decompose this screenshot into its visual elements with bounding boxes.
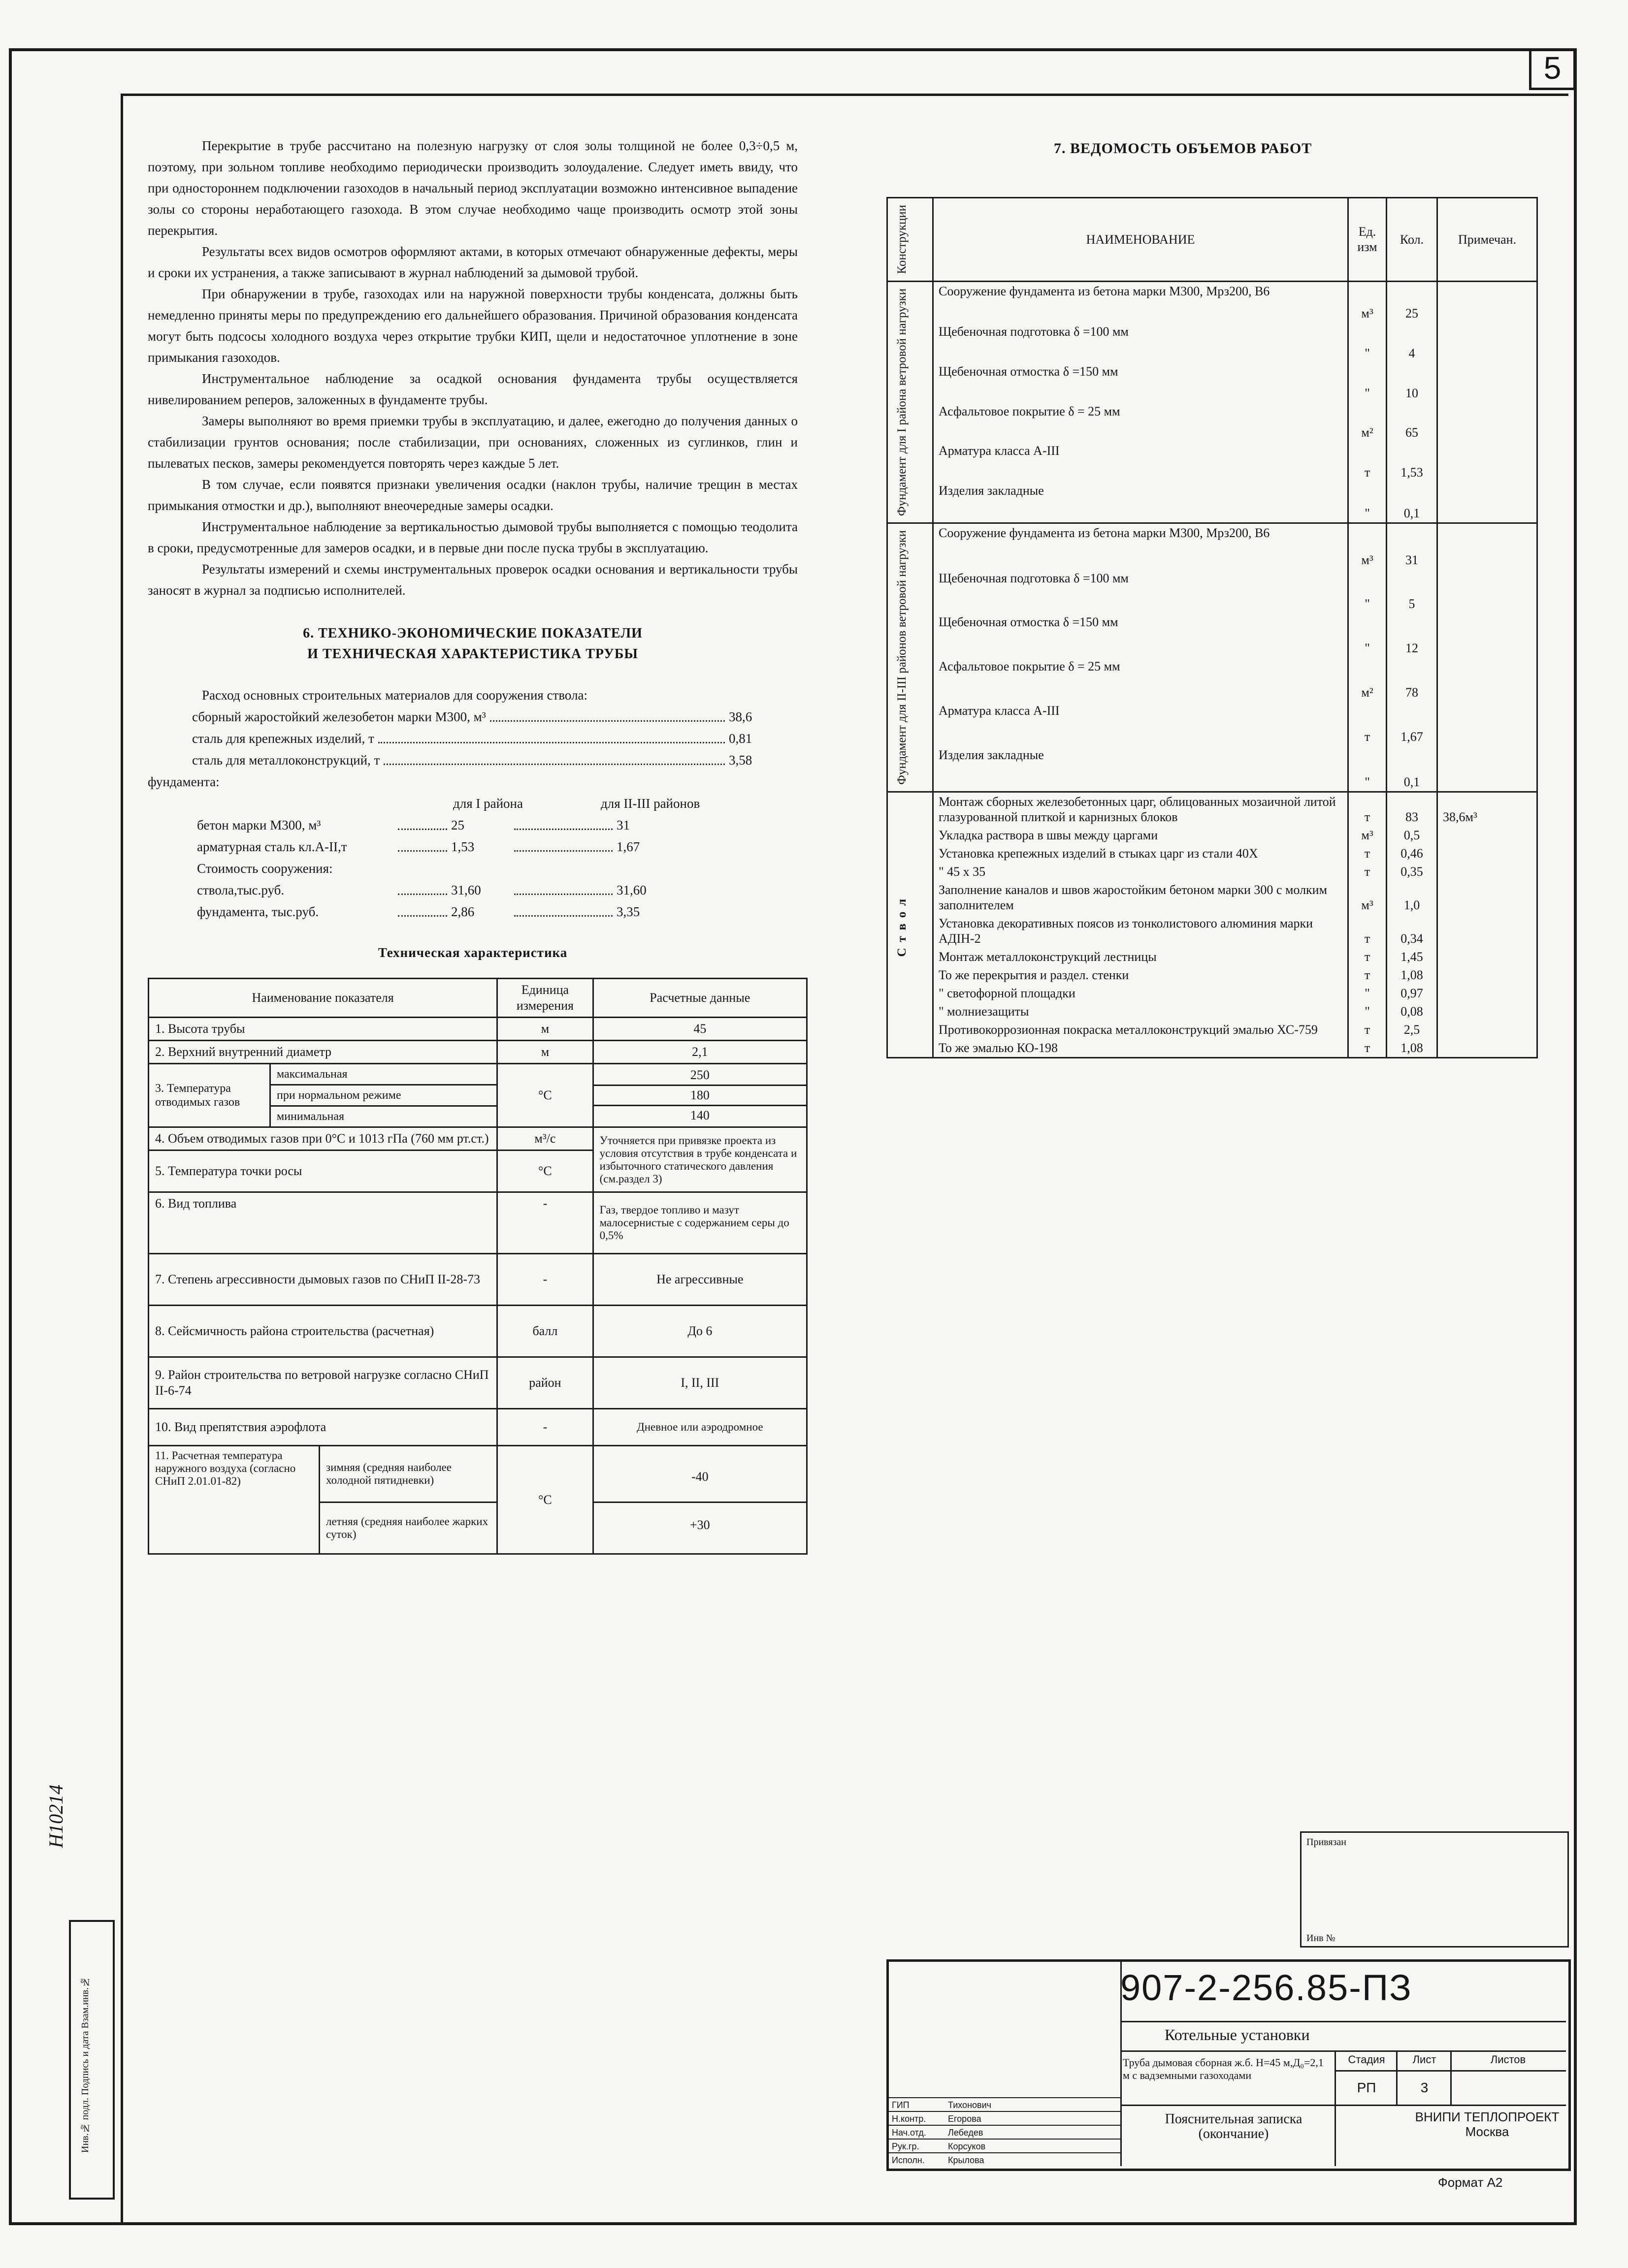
item-unit: ": [1348, 362, 1387, 402]
item-name: Сооружение фундамента из бетона марки М300, Мрз200, В6: [933, 281, 1348, 322]
row-name: 8. Сейсмичность района строительства (расчетная): [149, 1306, 497, 1357]
row-name: [149, 1064, 497, 1127]
item-unit: ": [1348, 746, 1387, 792]
item-qty: 78: [1387, 657, 1437, 702]
header-unit: Единица измерения: [497, 979, 593, 1018]
item-unit: м³: [1348, 826, 1387, 844]
paragraph: Замеры выполняют во время приемки трубы в эксплуатацию, и далее, ежегодно до получения данных о стабилизации грунтов основания; после стабилизации, при основаниях, сложенных из суглинков, глин и пылеватых песков, замеры рекомендуется повторять через каждые 5 лет.: [148, 414, 798, 471]
item-name: Монтаж сборных железобетонных царг, облицованных мозаичной литой глазурованной плиткой и карнизных блоков: [933, 792, 1348, 826]
item-qty: 4: [1387, 322, 1437, 362]
item-unit: т: [1348, 914, 1387, 948]
signature-role: Нач.отд.: [892, 2128, 926, 2138]
temp-label: 3. Температура отводимых газов: [149, 1064, 270, 1126]
temp-value: 180: [594, 1086, 806, 1106]
tb-hline: [1120, 2105, 1566, 2106]
table-row: [149, 1041, 807, 1064]
item-name: " 45 х 35: [933, 862, 1348, 881]
row-name: 5. Температура точки росы: [149, 1150, 497, 1192]
table-row: [887, 362, 1537, 402]
document-name: Пояснительная записка (окончание): [1165, 2111, 1302, 2141]
header-name: НАИМЕНОВАНИЕ: [933, 198, 1348, 282]
item-name: Щебеночная отмостка δ =150 мм: [933, 362, 1348, 402]
item-note: [1437, 442, 1537, 481]
row-value: 45: [593, 1018, 807, 1041]
header-construction-text: Конструкции: [895, 205, 909, 274]
temp-sub: минимальная: [277, 1110, 345, 1123]
table-row: [887, 914, 1537, 948]
row-value: Газ, твердое топливо и мазут малосернистые с содержанием серы до 0,5%: [593, 1192, 807, 1254]
row-value: До 6: [593, 1306, 807, 1357]
item-qty: 12: [1387, 613, 1437, 657]
table-row: [887, 402, 1537, 442]
row-value: Дневное или аэродромное: [593, 1409, 807, 1446]
item-qty: 0,35: [1387, 862, 1437, 881]
item-unit: ": [1348, 613, 1387, 657]
cost-value-2: 3,35: [617, 904, 640, 919]
table-row: [887, 523, 1537, 569]
item-qty: 10: [1387, 362, 1437, 402]
air-temp-sub: зимняя (средняя наиболее холодной пятидневки): [320, 1446, 497, 1502]
table-row: [887, 792, 1537, 826]
item-name: Противокоррозионная покраска металлоконструкций эмалью ХС-759: [933, 1021, 1348, 1039]
item-note: [1437, 966, 1537, 984]
group-label-text: Фундамент для II-III районов ветровой нагрузки: [895, 530, 909, 785]
foundation-value-1: 25: [451, 818, 464, 832]
item-name: Щебеночная подготовка δ =100 мм: [933, 322, 1348, 362]
item-qty: 83: [1387, 792, 1437, 826]
item-note: [1437, 523, 1537, 569]
foundation-item-label: арматурная сталь кл.А-II,т: [197, 839, 347, 854]
row-unit: м: [497, 1041, 593, 1064]
item-note: [1437, 613, 1537, 657]
stem-item: [148, 749, 798, 771]
item-unit: т: [1348, 966, 1387, 984]
item-qty: 25: [1387, 281, 1437, 322]
foundation-columns: [148, 793, 798, 814]
item-qty: 1,67: [1387, 702, 1437, 746]
table-row: [887, 984, 1537, 1002]
table-row: [887, 702, 1537, 746]
cost-item-label: фундамента, тыс.руб.: [197, 904, 319, 919]
paragraph: Инструментальное наблюдение за осадкой основания фундамента трубы осуществляется нивелированием реперов, заложенных в фундаменте трубы.: [148, 371, 798, 407]
header-note: Примечан.: [1437, 198, 1537, 282]
tech-title: Техническая характеристика: [378, 945, 568, 960]
item-note: 38,6м³: [1437, 792, 1537, 826]
stage-header: Стадия: [1348, 2053, 1385, 2066]
foundation-value-1: 1,53: [451, 839, 475, 854]
stem-item-value: 38,6: [729, 709, 752, 724]
item-qty: 1,08: [1387, 966, 1437, 984]
item-note: [1437, 881, 1537, 914]
object-description: Труба дымовая сборная ж.б. Н=45 м,Д₀=2,1 м с вадземными газоходами: [1123, 2056, 1324, 2081]
row-value: I, II, III: [593, 1357, 807, 1409]
stage-value: РП: [1357, 2080, 1376, 2095]
item-name: Установка крепежных изделий в стыках царг из стали 40Х: [933, 844, 1348, 862]
item-qty: 1,53: [1387, 442, 1437, 481]
binding-box: [1300, 1831, 1569, 1948]
table-row: [149, 1018, 807, 1041]
item-qty: 0,1: [1387, 746, 1437, 792]
row-name: 10. Вид препятствия аэрофлота: [149, 1409, 497, 1446]
row-value: Уточняется при привязке проекта из условия отсутствия в трубе конденсата и избыточного статического давления (см.раздел 3): [593, 1127, 807, 1192]
item-name: Арматура класса А-III: [933, 702, 1348, 746]
column-region-1: для I района: [453, 796, 523, 811]
item-qty: 1,0: [1387, 881, 1437, 914]
inventory-stamp: [69, 1920, 115, 2200]
item-qty: 0,08: [1387, 1002, 1437, 1021]
cost-value-1: 2,86: [451, 904, 475, 919]
table-row: [887, 746, 1537, 792]
item-qty: 31: [1387, 523, 1437, 569]
cost-value-1: 31,60: [451, 883, 481, 897]
tb-vline: [1335, 2050, 1336, 2166]
group-label: [887, 523, 933, 792]
temp-sub: максимальная: [270, 1064, 497, 1085]
table-row: [887, 1021, 1537, 1039]
table-row: [149, 1192, 807, 1254]
section7-title: 7. ВЕДОМОСТЬ ОБЪЕМОВ РАБОТ: [1054, 140, 1312, 157]
header-construction: [887, 198, 933, 282]
left-column: [148, 135, 798, 1555]
signature-row: [889, 2152, 1120, 2168]
item-unit: т: [1348, 862, 1387, 881]
section6-title-line1: 6. ТЕХНИКО-ЭКОНОМИЧЕСКИЕ ПОКАЗАТЕЛИ: [303, 626, 643, 641]
stem-item-value: 3,58: [729, 753, 752, 767]
row-unit: °С: [497, 1446, 593, 1554]
tb-vline: [1450, 2050, 1452, 2105]
foundation-item-label: бетон марки М300, м³: [197, 818, 321, 832]
foundation-value-2: 31: [617, 818, 630, 832]
stem-item-label: сборный жаростойкий железобетон марки М300, м³: [192, 709, 486, 724]
item-note: [1437, 281, 1537, 322]
row-unit: °С: [497, 1150, 593, 1192]
foundation-item: [148, 814, 798, 836]
row-value: 2,1: [593, 1041, 807, 1064]
item-qty: 65: [1387, 402, 1437, 442]
item-qty: 0,46: [1387, 844, 1437, 862]
item-note: [1437, 862, 1537, 881]
paragraph: Инструментальное наблюдение за вертикальностью дымовой трубы выполняется с помощью теодолита в сроки, предусмотренные для замеров осадки, и в первые дни после пуска трубы в эксплуатацию.: [148, 519, 798, 555]
paragraph: Результаты всех видов осмотров оформляют актами, в которых отмечают обнаруженные дефекты, меры и сроки их устранения, а также записывают в журнал наблюдений за дымовой трубой.: [148, 244, 798, 280]
tb-hline: [1120, 2050, 1566, 2052]
foundation-item: [148, 836, 798, 858]
table-row: [149, 1064, 807, 1127]
inventory-stamp-text: Инв.№ подл. Подпись и дата Взам.инв.№: [80, 1976, 91, 2153]
paragraph: В том случае, если появятся признаки увеличения осадки (наклон трубы, наличие трещин в местах примыкания отмостки и др.), выполняют внеочередные замеры осадки.: [148, 477, 798, 513]
row-name: 4. Объем отводимых газов при 0°С и 1013 гПа (760 мм рт.ст.): [149, 1127, 497, 1150]
item-name: " светофорной площадки: [933, 984, 1348, 1002]
explanatory-text: [148, 135, 798, 601]
item-unit: м²: [1348, 402, 1387, 442]
row-unit: -: [497, 1409, 593, 1446]
air-temp-value: +30: [689, 1518, 710, 1532]
row-value: [593, 1446, 807, 1554]
group-label: [887, 281, 933, 523]
row-unit: -: [497, 1192, 593, 1254]
table-row: [887, 862, 1537, 881]
table-row: [887, 1039, 1537, 1058]
signature-name: Крылова: [948, 2155, 984, 2165]
cost-value-2: 31,60: [617, 883, 647, 897]
item-unit: ": [1348, 322, 1387, 362]
item-qty: 1,45: [1387, 948, 1437, 966]
item-name: Сооружение фундамента из бетона марки М300, Мрз200, В6: [933, 523, 1348, 569]
signature-role: Исполн.: [892, 2155, 925, 2165]
signature-role: Рук.гр.: [892, 2141, 919, 2151]
temperature-subtable: [149, 1064, 496, 1126]
header-qty: Кол.: [1387, 198, 1437, 282]
row-unit: м: [497, 1018, 593, 1041]
cost-item: [148, 879, 798, 901]
table-row: [887, 442, 1537, 481]
organization: ВНИПИ ТЕПЛОПРОЕКТ Москва: [1415, 2109, 1560, 2139]
row-name: [149, 1446, 497, 1554]
air-temp-label: 11. Расчетная температура наружного воздуха (согласно СНиП 2.01.01-82): [149, 1446, 320, 1553]
item-unit: ": [1348, 481, 1387, 523]
table-row: [149, 1306, 807, 1357]
row-unit: м³/с: [497, 1127, 593, 1150]
item-note: [1437, 569, 1537, 613]
item-note: [1437, 1002, 1537, 1021]
item-note: [1437, 914, 1537, 948]
row-name: 2. Верхний внутренний диаметр: [149, 1041, 497, 1064]
item-note: [1437, 826, 1537, 844]
item-qty: 2,5: [1387, 1021, 1437, 1039]
item-unit: т: [1348, 442, 1387, 481]
signature-name: Тихонович: [948, 2100, 992, 2110]
tb-hline: [1120, 2021, 1566, 2022]
row-name: 7. Степень агрессивности дымовых газов по СНиП II-28-73: [149, 1254, 497, 1306]
item-name: То же перекрытия и раздел. стенки: [933, 966, 1348, 984]
foundation-value-2: 1,67: [617, 839, 640, 854]
item-note: [1437, 702, 1537, 746]
table-row: [887, 948, 1537, 966]
item-note: [1437, 657, 1537, 702]
document-code: 907-2-256.85-ПЗ: [1120, 1967, 1412, 2008]
item-name: Асфальтовое покрытие δ = 25 мм: [933, 402, 1348, 442]
item-qty: 0,97: [1387, 984, 1437, 1002]
item-note: [1437, 746, 1537, 792]
cost-item: [148, 901, 798, 923]
item-unit: ": [1348, 984, 1387, 1002]
table-row: [887, 481, 1537, 523]
stem-item-value: 0,81: [729, 731, 752, 746]
stem-item-label: сталь для металлоконструкций, т: [192, 753, 380, 767]
binding-inv: Инв №: [1306, 1933, 1335, 1944]
tb-hline: [1335, 2070, 1566, 2072]
row-unit: район: [497, 1357, 593, 1409]
format-label: Формат А2: [1438, 2175, 1503, 2190]
signature-role: Н.контр.: [892, 2114, 926, 2124]
paragraph: При обнаружении в трубе, газоходах или на наружной поверхности трубы конденсата, должны быть немедленно приняты меры по предупреждению его дальнейшего образования. Причиной образования конденсата могут быть подсосы холодного воздуха через открытие трубки КИП, щели и недостаточное уплотнение в зоне примыкания газоходов.: [148, 287, 798, 365]
sheets-header: Листов: [1490, 2053, 1526, 2066]
item-qty: 0,34: [1387, 914, 1437, 948]
item-unit: т: [1348, 702, 1387, 746]
group-label: [887, 792, 933, 1057]
item-unit: м²: [1348, 657, 1387, 702]
item-unit: т: [1348, 1021, 1387, 1039]
table-header-row: [887, 198, 1537, 282]
item-note: [1437, 402, 1537, 442]
temp-sub: при нормальном режиме: [270, 1085, 497, 1106]
table-row: [887, 322, 1537, 362]
page-number: 5: [1529, 48, 1576, 90]
signature-name: Егорова: [948, 2114, 981, 2124]
item-name: Монтаж металлоконструкций лестницы: [933, 948, 1348, 966]
signature-name: Лебедев: [948, 2128, 983, 2138]
section6-title-line2: И ТЕХНИЧЕСКАЯ ХАРАКТЕРИСТИКА ТРУБЫ: [307, 646, 638, 662]
item-unit: т: [1348, 948, 1387, 966]
item-note: [1437, 1021, 1537, 1039]
item-unit: м³: [1348, 523, 1387, 569]
row-name: 6. Вид топлива: [149, 1192, 497, 1254]
item-unit: ": [1348, 569, 1387, 613]
item-name: Щебеночная отмостка δ =150 мм: [933, 613, 1348, 657]
item-note: [1437, 362, 1537, 402]
paragraph: Результаты измерений и схемы инструментальных проверок осадки основания и вертикальности трубы заносят в журнал за подписью исполнителей.: [148, 562, 798, 598]
table-row: [887, 844, 1537, 862]
table-row: [887, 1002, 1537, 1021]
table-row: [149, 1127, 807, 1150]
stem-item: [148, 728, 798, 749]
item-name: Изделия закладные: [933, 746, 1348, 792]
cost-item-label: ствола,тыс.руб.: [197, 883, 285, 897]
header-value: Расчетные данные: [593, 979, 807, 1018]
air-temp-value: -40: [594, 1452, 806, 1503]
group-label-text: Ствол: [895, 893, 909, 957]
header-unit: Ед. изм: [1348, 198, 1387, 282]
header-name: Наименование показателя: [149, 979, 497, 1018]
section6-heading: [148, 623, 798, 665]
table-row: [887, 966, 1537, 984]
item-note: [1437, 322, 1537, 362]
binding-label: Привязан: [1306, 1837, 1347, 1848]
table-row: [149, 1409, 807, 1446]
title-block: [886, 1959, 1571, 2171]
table-row: [887, 881, 1537, 914]
stem-item-label: сталь для крепежных изделий, т: [192, 731, 374, 746]
item-unit: т: [1348, 844, 1387, 862]
table-row: [149, 1357, 807, 1409]
table-row: [887, 657, 1537, 702]
item-unit: т: [1348, 1039, 1387, 1058]
table-header-row: [149, 979, 807, 1018]
item-name: Арматура класса А-III: [933, 442, 1348, 481]
item-unit: м³: [1348, 881, 1387, 914]
item-name: " молниезащиты: [933, 1002, 1348, 1021]
materials-list: [148, 684, 798, 963]
item-name: Установка декоративных поясов из тонколистового алюминия марки АДIН-2: [933, 914, 1348, 948]
item-note: [1437, 984, 1537, 1002]
item-unit: м³: [1348, 281, 1387, 322]
signature-role: ГИП: [892, 2100, 910, 2110]
row-unit: °С: [497, 1064, 593, 1127]
item-unit: т: [1348, 792, 1387, 826]
item-name: То же эмалью КО-198: [933, 1039, 1348, 1058]
item-name: Заполнение каналов и швов жаростойким бетоном марки 300 с молким заполнителем: [933, 881, 1348, 914]
works-volume-table: [886, 197, 1538, 1058]
column-region-2-3: для II-III районов: [601, 796, 700, 811]
table-row: [149, 1254, 807, 1306]
document-subtitle: Котельные установки: [1165, 2026, 1310, 2044]
table-row: [887, 281, 1537, 322]
item-qty: 0,1: [1387, 481, 1437, 523]
table-row: [887, 613, 1537, 657]
item-name: Изделия закладные: [933, 481, 1348, 523]
row-name: 1. Высота трубы: [149, 1018, 497, 1041]
temp-value: 250: [594, 1066, 806, 1086]
item-name: Щебеночная подготовка δ =100 мм: [933, 569, 1348, 613]
air-temp-subtable: [149, 1446, 496, 1553]
item-unit: ": [1348, 1002, 1387, 1021]
item-name: Укладка раствора в швы между царгами: [933, 826, 1348, 844]
table-row: [887, 569, 1537, 613]
item-note: [1437, 481, 1537, 523]
table-row: [887, 826, 1537, 844]
tech-characteristics-table: [148, 978, 808, 1555]
sheet-header: Лист: [1412, 2053, 1436, 2066]
item-qty: 1,08: [1387, 1039, 1437, 1058]
row-value: [593, 1064, 807, 1127]
item-note: [1437, 1039, 1537, 1058]
foundation-label: фундамента:: [148, 774, 220, 789]
archive-number: Н10214: [45, 1785, 67, 1848]
materials-intro: Расход основных строительных материалов для сооружения ствола:: [202, 688, 588, 703]
table-row: [149, 1446, 807, 1554]
air-temp-sub: летняя (средняя наиболее жарких суток): [326, 1515, 488, 1540]
paragraph: Перекрытие в трубе рассчитано на полезную нагрузку от слоя золы толщиной не более 0,3÷0,5 м, поэтому, при зольном топливе необходимо периодически производить золоудаление. Следует иметь ввиду, что при одностороннем подключении газоходов в начальный период эксплуатации возможно интенсивное выпадение золы со стороны неработающего газохода. В этом случае необходимо чаще производить осмотр этой зоны перекрытия.: [148, 138, 798, 238]
row-unit: -: [497, 1254, 593, 1306]
item-note: [1437, 948, 1537, 966]
item-name: Асфальтовое покрытие δ = 25 мм: [933, 657, 1348, 702]
group-label-text: Фундамент для I района ветровой нагрузки: [895, 288, 909, 516]
item-note: [1437, 844, 1537, 862]
row-unit: балл: [497, 1306, 593, 1357]
tb-vline: [1396, 2050, 1398, 2105]
signature-name: Корсуков: [948, 2141, 986, 2151]
temp-value: 140: [690, 1108, 710, 1122]
row-name: 9. Район строительства по ветровой нагрузке согласно СНиП II-6-74: [149, 1357, 497, 1409]
item-qty: 0,5: [1387, 826, 1437, 844]
cost-label: Стоимость сооружения:: [197, 861, 333, 876]
item-qty: 5: [1387, 569, 1437, 613]
row-value: Не агрессивные: [593, 1254, 807, 1306]
sheet-value: 3: [1420, 2080, 1429, 2095]
stem-item: [148, 706, 798, 728]
